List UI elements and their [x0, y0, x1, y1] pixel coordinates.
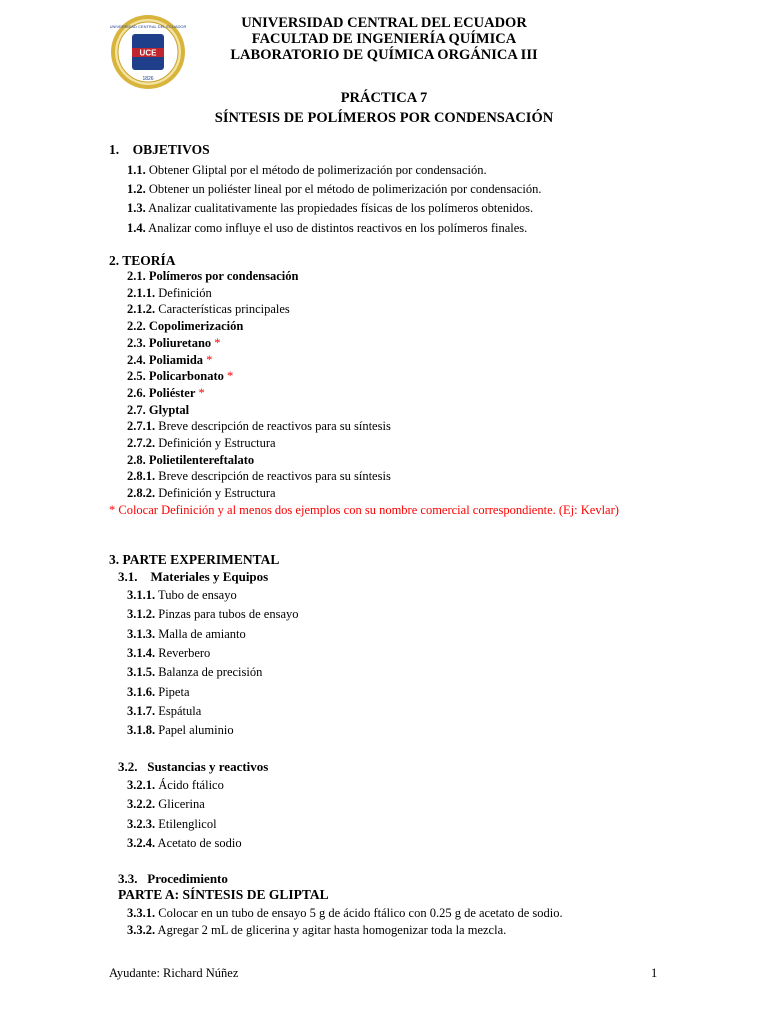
- list-item: [127, 302, 290, 317]
- item-text: Definición: [155, 285, 212, 300]
- item-number: 3.1.3.: [127, 626, 156, 641]
- item-number: 2.6. Poliéster: [127, 385, 196, 400]
- item-number: 3.3.2.: [127, 922, 156, 937]
- list-item: [127, 336, 221, 351]
- practice-title: SÍNTESIS DE POLÍMEROS POR CONDENSACIÓN: [214, 110, 554, 126]
- item-text: Etilenglicol: [155, 816, 217, 831]
- item-number: 2.1. Polímeros por condensación: [127, 269, 299, 283]
- item-text: Pipeta: [155, 684, 190, 699]
- list-item: [127, 588, 237, 603]
- seal-mid-text: UCE: [139, 48, 157, 58]
- seal-year-text: 1826: [142, 76, 154, 82]
- item-text: Analizar cualitativamente las propiedades físicas de los polímeros obtenidos.: [145, 201, 534, 216]
- item-number: 2.1.1.: [127, 285, 156, 300]
- list-item: [127, 836, 242, 851]
- item-number: 2.4. Poliamida: [127, 352, 204, 367]
- item-number: 2.8.2.: [127, 486, 156, 501]
- item-number: 1.1.: [127, 163, 146, 177]
- item-text: Reverbero: [155, 645, 211, 660]
- item-text: Papel aluminio: [155, 723, 234, 738]
- item-text: Obtener Gliptal por el método de polimerización por condensación.: [145, 163, 487, 177]
- item-number: 3.1.7.: [127, 703, 156, 718]
- list-item: [127, 723, 234, 738]
- list-item: [127, 163, 487, 178]
- item-number: 3.1.4.: [127, 645, 156, 660]
- item-text: Tubo de ensayo: [155, 588, 237, 602]
- item-number: 3.3.1.: [127, 906, 156, 920]
- item-number: 2.8. Polietilentereftalato: [127, 452, 255, 467]
- teoria-note: * Colocar Definición y al menos dos ejemplos con su nombre comercial correspondiente. (Ej: Kevlar): [109, 503, 619, 517]
- experimental-heading: 3. PARTE EXPERIMENTAL: [109, 552, 280, 567]
- list-item: [127, 182, 541, 197]
- item-number: 2.2. Copolimerización: [127, 319, 244, 334]
- item-text: Obtener un poliéster lineal por el método de polimerización por condensación.: [145, 182, 542, 197]
- list-item: [127, 269, 298, 284]
- item-text: Colocar en un tubo de ensayo 5 g de ácido ftálico con 0.25 g de acetato de sodio.: [155, 906, 563, 920]
- item-text: Analizar como influye el uso de distintos reactivos en los polímeros finales.: [145, 220, 528, 235]
- item-text: Glicerina: [155, 797, 205, 812]
- item-number: 3.2.2.: [127, 797, 156, 812]
- list-item: [127, 419, 391, 434]
- list-item: [127, 797, 205, 812]
- item-number: 1.3.: [127, 201, 146, 216]
- item-number: 3.2.4.: [127, 835, 156, 850]
- list-item: [127, 201, 533, 216]
- item-text: Definición y Estructura: [155, 486, 276, 501]
- item-text: Breve descripción de reactivos para su síntesis: [155, 469, 391, 484]
- item-text: Ácido ftálico: [155, 778, 224, 792]
- lab-name: LABORATORIO DE QUÍMICA ORGÁNICA III: [230, 47, 538, 63]
- item-text: Malla de amianto: [155, 626, 246, 641]
- item-number: 1.4.: [127, 220, 146, 235]
- list-item: [127, 704, 201, 719]
- list-item: [127, 923, 506, 938]
- list-item: [127, 221, 527, 236]
- item-text: Definición y Estructura: [155, 436, 276, 450]
- item-number: 3.1.6.: [127, 684, 156, 699]
- list-item: [127, 778, 224, 793]
- list-item: [127, 665, 262, 680]
- page-number: 1: [651, 966, 658, 980]
- list-item: [127, 906, 563, 921]
- item-text: Breve descripción de reactivos para su síntesis: [155, 419, 391, 434]
- list-item: [127, 353, 212, 368]
- part-a-heading: PARTE A: SÍNTESIS DE GLIPTAL: [118, 887, 329, 902]
- item-number: 1.2.: [127, 182, 146, 197]
- list-item: [127, 817, 217, 832]
- item-number: 2.5. Policarbonato: [127, 369, 224, 384]
- item-number: 2.3. Poliuretano: [127, 335, 212, 350]
- practice-number: PRÁCTICA 7: [340, 90, 428, 106]
- list-item: [127, 453, 254, 468]
- list-item: [127, 469, 391, 484]
- item-number: 2.7.1.: [127, 419, 156, 434]
- list-item: [127, 486, 276, 501]
- required-asterisk: *: [223, 369, 234, 384]
- item-number: 2.8.1.: [127, 469, 156, 484]
- materiales-heading: 3.1. Materiales y Equipos: [118, 569, 269, 584]
- list-item: [127, 319, 243, 334]
- objetivos-heading: 1. OBJETIVOS: [109, 142, 210, 157]
- item-text: Características principales: [155, 302, 290, 317]
- required-asterisk: *: [203, 352, 213, 367]
- sustancias-heading: 3.2. Sustancias y reactivos: [118, 759, 269, 774]
- list-item: [127, 627, 246, 642]
- item-number: 3.2.1.: [127, 778, 156, 792]
- list-item: [127, 646, 210, 661]
- list-item: [127, 607, 299, 622]
- item-text: Espátula: [155, 703, 202, 718]
- footer-author: Ayudante: Richard Núñez: [109, 966, 239, 980]
- list-item: [127, 286, 212, 301]
- item-number: 3.1.1.: [127, 588, 156, 602]
- item-text: Acetato de sodio: [155, 835, 242, 850]
- list-item: [127, 386, 205, 401]
- item-text: Balanza de precisión: [155, 665, 263, 680]
- required-asterisk: *: [195, 385, 205, 400]
- seal-top-text: UNIVERSIDAD CENTRAL DEL ECUADOR: [110, 24, 186, 29]
- item-number: 2.1.2.: [127, 302, 156, 317]
- procedimiento-heading: 3.3. Procedimiento: [118, 871, 228, 886]
- university-name: UNIVERSIDAD CENTRAL DEL ECUADOR: [241, 15, 527, 31]
- list-item: [127, 436, 276, 451]
- item-number: 3.1.8.: [127, 723, 156, 738]
- list-item: [127, 369, 233, 384]
- required-asterisk: *: [211, 335, 221, 350]
- item-number: 3.1.2.: [127, 607, 156, 622]
- item-text: Agregar 2 mL de glicerina y agitar hasta homogenizar toda la mezcla.: [155, 922, 507, 937]
- list-item: [127, 403, 189, 418]
- faculty-name: FACULTAD DE INGENIERÍA QUÍMICA: [251, 31, 517, 47]
- item-number: 3.1.5.: [127, 665, 156, 680]
- item-text: Pinzas para tubos de ensayo: [155, 607, 299, 622]
- item-number: 2.7. Glyptal: [127, 402, 190, 417]
- list-item: [127, 685, 190, 700]
- teoria-heading: 2. TEORÍA: [109, 253, 176, 268]
- item-number: 2.7.2.: [127, 436, 156, 450]
- item-number: 3.2.3.: [127, 816, 156, 831]
